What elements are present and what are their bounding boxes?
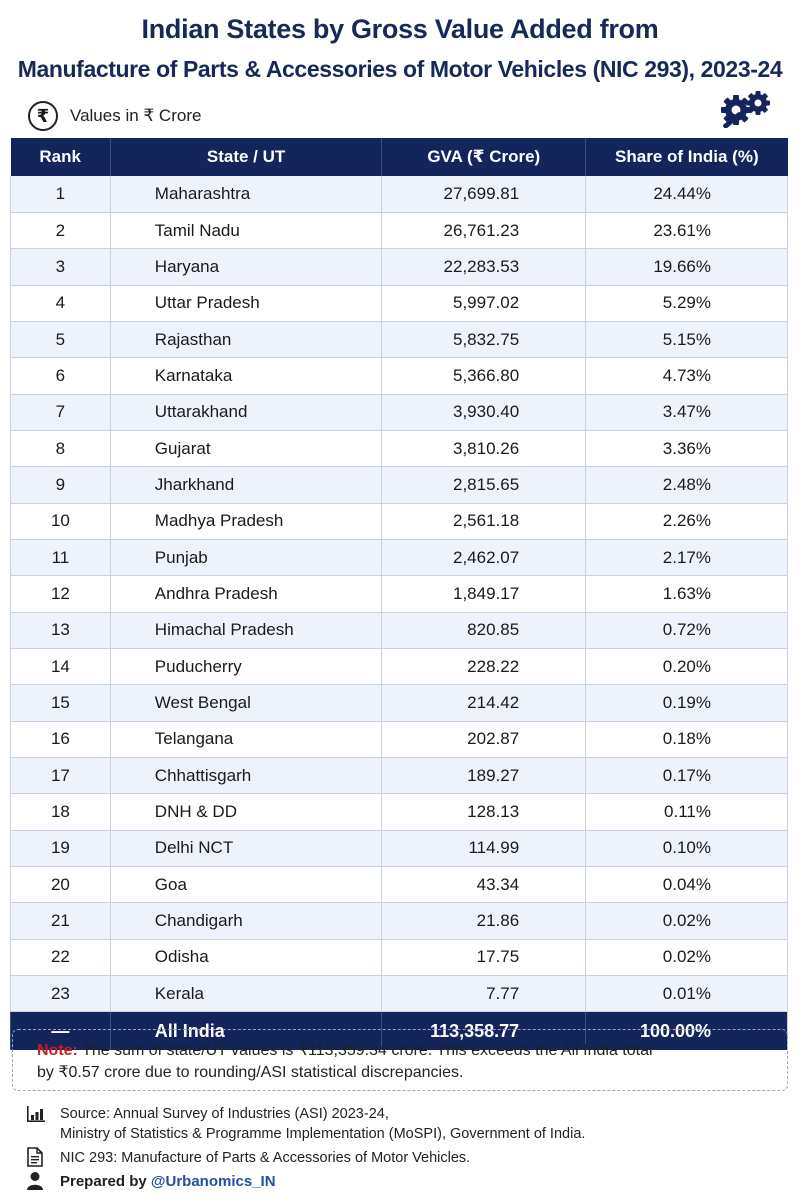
share-cell: 1.63% xyxy=(586,576,788,612)
gva-cell: 1,849.17 xyxy=(382,576,586,612)
table-row xyxy=(11,612,788,648)
state-cell: Uttarakhand xyxy=(110,394,382,430)
state-cell: Chhattisgarh xyxy=(110,758,382,794)
state-cell: Madhya Pradesh xyxy=(110,503,382,539)
rank-cell: 7 xyxy=(11,394,111,430)
rank-cell: 23 xyxy=(11,976,111,1012)
gva-cell: 21.86 xyxy=(382,903,586,939)
share-cell: 23.61% xyxy=(586,212,788,248)
note-box xyxy=(12,1029,788,1091)
state-cell: Haryana xyxy=(110,249,382,285)
rank-cell: 1 xyxy=(11,176,111,212)
page-title-line1: Indian States by Gross Value Added from xyxy=(141,14,659,44)
prepared-by xyxy=(60,1172,276,1192)
rank-cell: 2 xyxy=(11,212,111,248)
state-cell: Goa xyxy=(110,867,382,903)
gva-cell: 7.77 xyxy=(382,976,586,1012)
share-cell: 0.18% xyxy=(586,721,788,757)
share-cell: 24.44% xyxy=(586,176,788,212)
state-cell: Maharashtra xyxy=(110,176,382,212)
state-cell: Delhi NCT xyxy=(110,830,382,866)
rank-cell: 15 xyxy=(11,685,111,721)
total-rank-cell: — xyxy=(11,1012,111,1050)
total-share-cell: 100.00% xyxy=(586,1012,788,1050)
rank-cell: 8 xyxy=(11,430,111,466)
state-cell: Himachal Pradesh xyxy=(110,612,382,648)
table-row xyxy=(11,758,788,794)
table-row xyxy=(11,539,788,575)
gva-cell: 5,832.75 xyxy=(382,321,586,357)
table-row xyxy=(11,939,788,975)
document-icon xyxy=(26,1147,44,1167)
share-cell: 0.02% xyxy=(586,939,788,975)
state-cell: Odisha xyxy=(110,939,382,975)
rank-cell: 14 xyxy=(11,648,111,684)
table-row xyxy=(11,358,788,394)
gva-cell: 2,462.07 xyxy=(382,539,586,575)
col-gva-header: GVA (₹ Crore) xyxy=(382,138,586,176)
table-row xyxy=(11,794,788,830)
page-title-line2: Manufacture of Parts & Accessories of Motor Vehicles (NIC 293), 2023-24 xyxy=(17,56,783,82)
gva-cell: 17.75 xyxy=(382,939,586,975)
note-line2: by ₹0.57 crore due to rounding/ASI statistical discrepancies. xyxy=(37,1064,464,1081)
rank-cell: 17 xyxy=(11,758,111,794)
rupee-symbol: ₹ xyxy=(36,105,50,126)
gva-cell: 114.99 xyxy=(382,830,586,866)
units-label: Values in ₹ Crore xyxy=(70,106,202,125)
table-row xyxy=(11,867,788,903)
gva-cell: 2,561.18 xyxy=(382,503,586,539)
rank-cell: 13 xyxy=(11,612,111,648)
table-row xyxy=(11,212,788,248)
state-cell: Andhra Pradesh xyxy=(110,576,382,612)
state-cell: Kerala xyxy=(110,976,382,1012)
share-cell: 3.47% xyxy=(586,394,788,430)
rank-cell: 19 xyxy=(11,830,111,866)
table-row xyxy=(11,503,788,539)
col-state-header: State / UT xyxy=(110,138,382,176)
gva-cell: 5,997.02 xyxy=(382,285,586,321)
person-icon xyxy=(26,1171,44,1191)
state-cell: Chandigarh xyxy=(110,903,382,939)
rank-cell: 9 xyxy=(11,467,111,503)
table-row xyxy=(11,976,788,1012)
table-row xyxy=(11,285,788,321)
share-cell: 0.04% xyxy=(586,867,788,903)
table-row xyxy=(11,176,788,212)
share-cell: 0.10% xyxy=(586,830,788,866)
share-cell: 0.01% xyxy=(586,976,788,1012)
table-row xyxy=(11,576,788,612)
units-note xyxy=(28,100,201,132)
state-cell: Gujarat xyxy=(110,430,382,466)
rank-cell: 4 xyxy=(11,285,111,321)
rank-cell: 16 xyxy=(11,721,111,757)
gva-cell: 228.22 xyxy=(382,648,586,684)
rank-cell: 11 xyxy=(11,539,111,575)
gva-cell: 202.87 xyxy=(382,721,586,757)
gva-cell: 128.13 xyxy=(382,794,586,830)
table-row xyxy=(11,394,788,430)
state-cell: Rajasthan xyxy=(110,321,382,357)
note-line1: The sum of state/UT values is ₹113,359.34 crore. This exceeds the All India total xyxy=(77,1042,653,1059)
state-cell: Uttar Pradesh xyxy=(110,285,382,321)
share-cell: 0.19% xyxy=(586,685,788,721)
share-cell: 0.20% xyxy=(586,648,788,684)
author-handle[interactable]: @Urbanomics_IN xyxy=(150,1173,276,1190)
gva-cell: 43.34 xyxy=(382,867,586,903)
state-cell: DNH & DD xyxy=(110,794,382,830)
note-label: Note: xyxy=(37,1042,78,1059)
table-row xyxy=(11,249,788,285)
share-cell: 5.15% xyxy=(586,321,788,357)
state-cell: Punjab xyxy=(110,539,382,575)
source-line2: Ministry of Statistics & Programme Implementation (MoSPI), Government of India. xyxy=(60,1126,586,1142)
gva-cell: 26,761.23 xyxy=(382,212,586,248)
col-rank-header: Rank xyxy=(11,138,111,176)
share-cell: 2.17% xyxy=(586,539,788,575)
share-cell: 3.36% xyxy=(586,430,788,466)
gva-cell: 22,283.53 xyxy=(382,249,586,285)
share-cell: 4.73% xyxy=(586,358,788,394)
state-cell: Tamil Nadu xyxy=(110,212,382,248)
state-cell: Telangana xyxy=(110,721,382,757)
gva-cell: 820.85 xyxy=(382,612,586,648)
rank-cell: 3 xyxy=(11,249,111,285)
rank-cell: 10 xyxy=(11,503,111,539)
total-gva-cell: 113,358.77 xyxy=(382,1012,586,1050)
table-header-row xyxy=(11,138,788,176)
rank-cell: 6 xyxy=(11,358,111,394)
rank-cell: 21 xyxy=(11,903,111,939)
table-row xyxy=(11,321,788,357)
state-cell: Puducherry xyxy=(110,648,382,684)
source-note xyxy=(60,1104,585,1144)
gva-cell: 2,815.65 xyxy=(382,467,586,503)
table-row xyxy=(11,467,788,503)
gva-cell: 189.27 xyxy=(382,758,586,794)
gva-cell: 27,699.81 xyxy=(382,176,586,212)
share-cell: 0.17% xyxy=(586,758,788,794)
gva-cell: 3,930.40 xyxy=(382,394,586,430)
rank-cell: 5 xyxy=(11,321,111,357)
rank-cell: 22 xyxy=(11,939,111,975)
table-row xyxy=(11,830,788,866)
gears-wrench-icon xyxy=(716,88,774,128)
bar-chart-icon xyxy=(26,1105,46,1123)
share-cell: 0.02% xyxy=(586,903,788,939)
share-cell: 2.26% xyxy=(586,503,788,539)
nic-note: NIC 293: Manufacture of Parts & Accessories of Motor Vehicles. xyxy=(60,1150,471,1166)
state-cell: West Bengal xyxy=(110,685,382,721)
share-cell: 2.48% xyxy=(586,467,788,503)
rank-cell: 12 xyxy=(11,576,111,612)
table-row xyxy=(11,721,788,757)
table-row xyxy=(11,685,788,721)
gva-cell: 5,366.80 xyxy=(382,358,586,394)
table-row xyxy=(11,430,788,466)
col-share-header: Share of India (%) xyxy=(586,138,788,176)
share-cell: 0.72% xyxy=(586,612,788,648)
share-cell: 5.29% xyxy=(586,285,788,321)
gva-table xyxy=(10,138,788,1050)
share-cell: 19.66% xyxy=(586,249,788,285)
rank-cell: 20 xyxy=(11,867,111,903)
prepared-by-label: Prepared by xyxy=(60,1173,151,1190)
source-line1: Source: Annual Survey of Industries (ASI) 2023-24, xyxy=(60,1106,389,1122)
table-row xyxy=(11,648,788,684)
state-cell: Karnataka xyxy=(110,358,382,394)
total-state-cell: All India xyxy=(110,1012,382,1050)
table-row xyxy=(11,903,788,939)
gva-cell: 214.42 xyxy=(382,685,586,721)
share-cell: 0.11% xyxy=(586,794,788,830)
gva-cell: 3,810.26 xyxy=(382,430,586,466)
rank-cell: 18 xyxy=(11,794,111,830)
state-cell: Jharkhand xyxy=(110,467,382,503)
rupee-icon xyxy=(28,101,58,131)
